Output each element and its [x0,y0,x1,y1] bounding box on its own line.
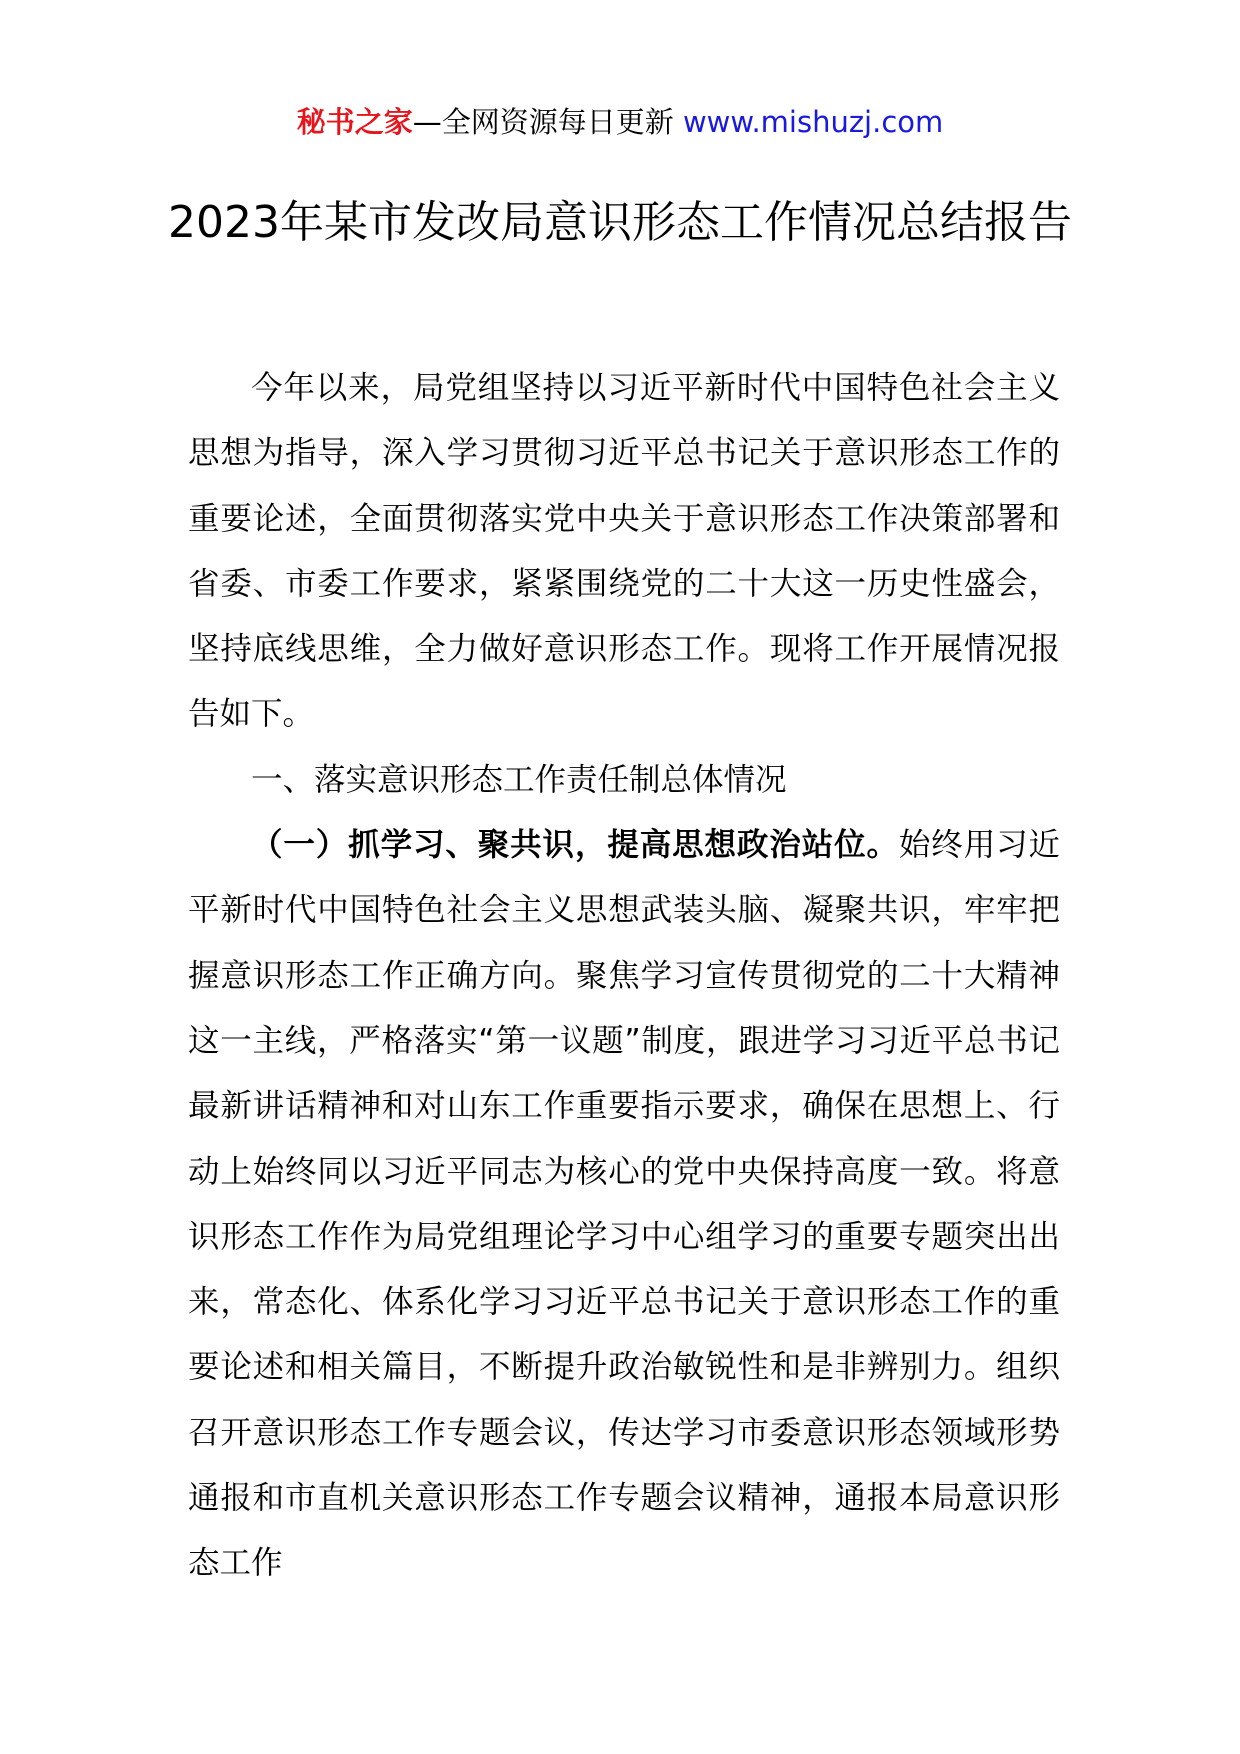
subsection-text: 始终用习近平新时代中国特色社会主义思想武装头脑、凝聚共识，牢牢把握意识形态工作正确方向。聚焦学习宣传贯彻党的二十大精神这一主线，严格落实“第一议题”制度，跟进学习习近平总书记最新讲话精神和对山东工作重要指示要求，确保在思想上、行动上始终同以习近平同志为核心的党中央保持高度一致。将意识形态工作作为局党组理论学习中心组学习的重要专题突出出来，常态化、体系化学习习近平总书记关于意识形态工作的重要论述和相关篇目，不断提升政治敏锐性和是非辨别力。组织召开意识形态工作专题会议，传达学习市委意识形态领域形势通报和市直机关意识形态工作专题会议精神，通报本局意识形态工作 [188,827,1060,1582]
site-url[interactable]: www.mishuzj.com [682,105,944,139]
subsection-heading: （一）抓学习、聚共识，提高思想政治站位。 [251,827,899,864]
site-tagline: —全网资源每日更新 [412,105,683,139]
section-heading: 一、落实意识形态工作责任制总体情况 [251,761,787,798]
site-brand: 秘书之家 [296,105,413,139]
document-title: 2023年某市发改局意识形态工作情况总结报告 [168,197,1072,249]
subsection-paragraph [188,813,1060,1597]
document-body [188,356,1060,1597]
site-header [0,102,1240,142]
intro-paragraph: 今年以来，局党组坚持以习近平新时代中国特色社会主义思想为指导，深入学习贯彻习近平总书记关于意识形态工作的重要论述，全面贯彻落实党中央关于意识形态工作决策部署和省委、市委工作要求，紧紧围绕党的二十大这一历史性盛会，坚持底线思维，全力做好意识形态工作。现将工作开展情况报告如下。 [188,370,1060,733]
